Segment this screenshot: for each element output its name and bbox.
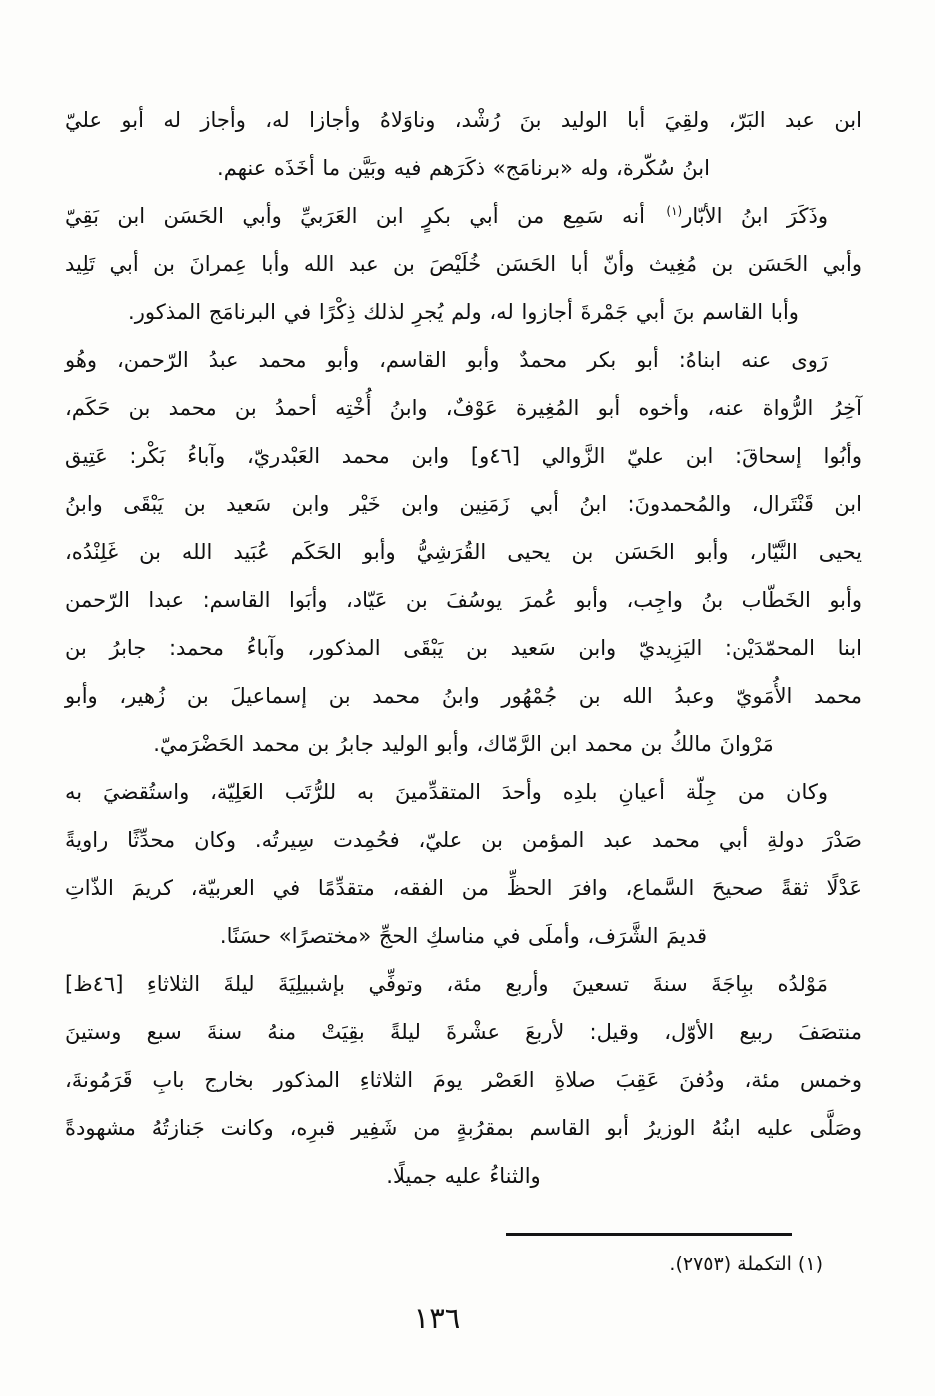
text-line: ابن عبد البَرّ، ولقِيَ أبا الوليد بنَ رُشْد، وناوَلاهُ وأجازا له، وأجاز له أبو عليّ (65, 108, 862, 132)
paragraph (65, 336, 862, 768)
page-number: ١٣٦ (413, 1301, 461, 1335)
text-line: مَوْلدُه ببِاجَةَ سنةَ تسعينَ وأربع مئة، وتوفِّي بإشبيلِيَةَ ليلةَ الثلاثاءِ [٤٦ظ] (65, 972, 828, 996)
footnote-divider (506, 1233, 792, 1236)
paragraph (65, 768, 862, 960)
text-line: وأبا القاسم بنَ أبي جَمْرةَ أجازوا له، ولم يُجرِ لذلك ذِكْرًا في البرنامَج المذكور. (128, 300, 799, 324)
text-line: وصَلَّى عليه ابنُهُ الوزيرُ أبو القاسم بمقرُبةٍ من شَفِير قبرِه، وكانت جَنازتُهُ مشهودةً (65, 1116, 862, 1140)
text-segment: وذَكَرَ ابنُ الأبّار (682, 204, 828, 228)
text-line: يحيى النَّيّار، وأبو الحَسَن بن يحيى القُرَشِيُّ وأبو الحَكَم عُبَيد الله بن غَلِنْدُه، (65, 540, 862, 564)
main-text-block (65, 96, 862, 1200)
paragraph (65, 960, 862, 1200)
text-line: آخِرُ الرُّواة عنه، وأخوه أبو المُغِيرة عَوْفٌ، وابنُ أُخْتِه أحمدُ بن محمد بن حَكَم، (65, 396, 862, 420)
text-line: وخمس مئة، ودُفنَ عَقِبَ صلاةِ العَصْر يومَ الثلاثاءِ المذكور بخارج بابِ قَرَمُونةَ، (65, 1068, 862, 1092)
text-line: قديمَ الشَّرَف، وأملَى في مناسكِ الحجِّ «مختصرًا» حسَنًا. (219, 924, 708, 948)
text-line: ابنا المحمّدَيْن: اليَزِيديّ وابن سَعيد بن يَبْقَى المذكور، وآباءُ محمد: جابرُ بن (65, 636, 862, 660)
text-line: مَرْوانَ مالكُ بن محمد ابن الرَّمّاك، وأبو الوليد جابرُ بن محمد الحَضْرَميّ. (153, 732, 774, 756)
text-line: رَوى عنه ابناهُ: أبو بكر محمدٌ وأبو القاسم، وأبو محمد عبدُ الرّحمن، وهُو (65, 348, 828, 372)
text-line: والثناءُ عليه جميلًا. (386, 1164, 541, 1188)
text-line: وكان من جِلّة أعيانِ بلدِه وأحدَ المتقدِّمينَ به للرُّتَب العَلِيّة، واستُقضيَ به (65, 780, 828, 804)
text-line: وأبو الخَطّاب بنُ واجِب، وأبو عُمرَ يوسُفَ بن عَيّاد، وأبَوا القاسم: عبدا الرّحمن (65, 588, 862, 612)
text-line: محمد الأُمَويّ وعبدُ الله بن جُمْهُور وابنُ محمد بن إسماعيلَ بن زُهير، وأبو (65, 684, 862, 708)
text-line: عَدْلًا ثقةً صحيحَ السَّماع، وافرَ الحظِّ من الفقه، متقدِّمًا في العربيّة، كريمَ الذّاتِ (65, 876, 862, 900)
text-line: ابن قَنْتَرال، والمُحمدونَ: ابنُ أبي زَمَنِين وابن خَيْر وابن سَعيد بن يَبْقَى وابنُ (65, 492, 862, 516)
text-line: وأبُوا إسحاقَ: ابن عليّ الزَّوالي [٤٦و] وابن محمد العَبْدريّ، وآباءُ بَكْر: عَتِيق (65, 444, 862, 468)
paragraph (65, 96, 862, 192)
text-line: منتصَفَ ربيع الأوّل، وقيل: لأربعَ عشْرةَ ليلةً بقِيَتْ منهُ سنةَ سبع وستينَ (65, 1020, 862, 1044)
text-line: وأبي الحَسَن بن مُغِيث وأنّ أبا الحَسَن خُلَيْصَ بن عبد الله وأبا عِمرانَ بن أبي تَلِيد (65, 252, 862, 276)
text-line: ابنُ سُكّرة، وله «برنامَج» ذكَرَهم فيه وبَيَّن ما أخَذَه عنهم. (217, 156, 710, 180)
footnote-marker: (١) (666, 204, 683, 218)
text-line: صَدْرَ دولةِ أبي محمد عبد المؤمن بن عليّ، فحُمِدت سِيرتُه. وكان محدِّثًا راويةً (65, 828, 862, 852)
text-line (65, 192, 862, 240)
paragraph (65, 192, 862, 336)
text-segment: أنه سَمِع من أبي بكرٍ ابن العَرَبيِّ وأبي الحَسَن ابن بَقِيّ (65, 204, 664, 228)
footnote-text: (١) التكملة (٢٧٥٣). (669, 1253, 823, 1275)
footnote-area (403, 1233, 823, 1278)
